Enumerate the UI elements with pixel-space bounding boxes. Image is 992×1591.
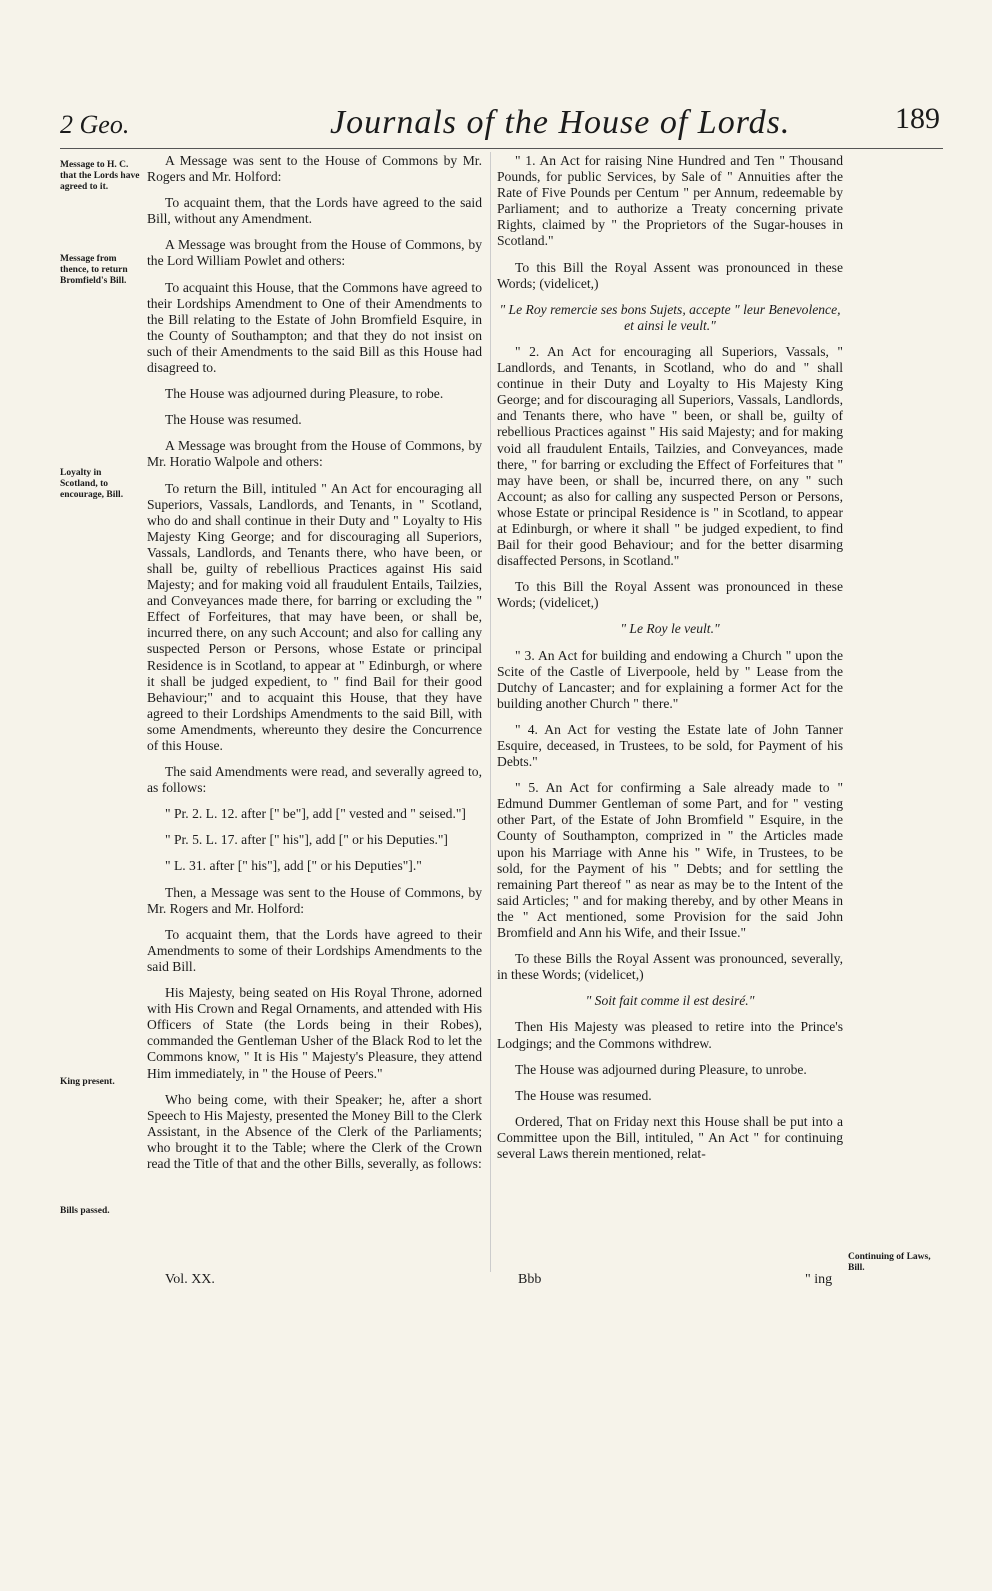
paragraph: A Message was brought from the House of Commons, by Mr. Horatio Walpole and others: [147,438,482,470]
margin-note: King present. [60,1077,115,1087]
right-column [497,153,843,1172]
catchword: " ing [805,1272,833,1287]
act-title: " 2. An Act for encouraging all Superiors, Vassals, " Landlords, and Tenants, in Scotland, who do and " shall continue in their Duty and Loyalty to His Majesty King George; and for discouraging all Superiors, Vassals, Landlords, and Tenants there, who have " been, or shall be, guilty of rebellious Practices against " His said Majesty; and for making void all fraudulent Entails, Tailzies, and Conveyances, made there, " for barring or excluding the Effect of Forfeitures that " may have been, or shall be, incurred there, on any " such Account; as also for calling any suspected Person or Persons, whose Estate or principal Residence is " in Scotland, to appear at Edinburgh, or where it shall " be judged expedient, to find Bail for their good Behaviour; and for the better disarming disaffected Persons, in Scotland." [497,343,843,569]
margin-note: Message to H. C. that the Lords have agreed to it. [60,160,140,192]
paragraph: The House was resumed. [515,1087,652,1103]
paragraph: The said Amendments were read, and severally agreed to, as follows: [147,764,482,796]
left-column [147,153,482,1182]
paragraph: A Message was brought from the House of Commons, by the Lord William Powlet and others: [147,237,482,269]
paragraph: To these Bills the Royal Assent was pronounced, severally, in these Words; (videlicet,) [497,951,843,983]
margin-note: Continuing of Laws, Bill. [848,1252,931,1273]
margin-note: Bills passed. [60,1206,110,1216]
volume-label: Vol. XX. [165,1272,215,1287]
paragraph: The House was adjourned during Pleasure, to unrobe. [515,1061,807,1077]
paragraph: The House was adjourned during Pleasure, to robe. [165,386,444,402]
act-title: " 1. An Act for raising Nine Hundred and Ten " Thousand Pounds, for public Services, by Sale of " Annuities after the Rate of Five Pounds per Centum " per Annum, redeemable by Parliament; and to authorize a Treaty concerning private Rights, claimed by " the Proprietors of the Sugar-houses in Scotland." [497,153,843,249]
royal-assent-formula: " Le Roy remercie ses bons Sujets, accepte " leur Benevolence, et ainsi le veult." [499,301,841,333]
paragraph: To acquaint them, that the Lords have agreed to their Amendments to some of their Lordships Amendments to the said Bill. [147,926,482,974]
paragraph: A Message was sent to the House of Commons by Mr. Rogers and Mr. Holford: [147,153,482,185]
amendment: " L. 31. after [" his"], add [" or his Deputies"]." [165,858,422,874]
order-paragraph: Ordered, That on Friday next this House shall be put into a Committee upon the Bill, intituled, " An Act " for continuing several Laws therein mentioned, relat- [497,1113,843,1161]
column-divider [490,152,491,1272]
journal-title: Journals of the House of Lords. [330,104,791,141]
amendment: " Pr. 2. L. 12. after [" be"], add [" vested and " seised."] [165,806,466,822]
margin-note: Message from thence, to return Bromfield's Bill. [60,254,128,286]
paragraph: To this Bill the Royal Assent was pronounced in these Words; (videlicet,) [497,579,843,611]
page-number: 189 [895,102,940,135]
paragraph: Then, a Message was sent to the House of Commons, by Mr. Rogers and Mr. Holford: [147,884,482,916]
paragraph: Then His Majesty was pleased to retire into the Prince's Lodgings; and the Commons withdrew. [497,1019,843,1051]
act-title: " 5. An Act for confirming a Sale already made to " Edmund Dummer Gentleman of some Part, and for " vesting other Part, of the Estate of John Bromfield " Esquire, in the County of Southampton, comprized in " the Articles made upon his Marriage with Anne his " Wife, in Trustees, to be sold, for the Payment of his " Debts; and for settling the remaining Part thereof " as near as may be to the Intent of the said Articles; " and for making thereby, and by other Means in the " Act mentioned, some Provision for the said John Bromfield and Ann his Wife, and their Issue." [497,780,843,941]
paragraph: To acquaint them, that the Lords have agreed to the said Bill, without any Amendment. [147,195,482,227]
header-rule [60,148,943,149]
paragraph: His Majesty, being seated on His Royal Throne, adorned with His Crown and Regal Ornaments, and attended with His Officers of State (the Lords being in their Robes), commanded the Gentleman Usher of the Black Rod to let the Commons know, " It is His " Majesty's Pleasure, they attend Him immediately, in " the House of Peers." [147,985,482,1081]
paragraph: To acquaint this House, that the Commons have agreed to their Lordships Amendment to One of their Amendments to the Bill relating to the Estate of John Bromfield Esquire, in the County of Southampton; and that they do not insist on such of their Amendments to the said Bill as this House had disagreed to. [147,279,482,376]
act-title: " 4. An Act for vesting the Estate late of John Tanner Esquire, deceased, in Trustees, to be sold, for Payment of his Debts." [497,721,843,770]
paragraph: The House was resumed. [165,412,302,428]
act-title: " 3. An Act for building and endowing a Church " upon the Scite of the Castle of Liverpoole, held by " Lease from the Dutchy of Lancaster; and for explaining a former Act for the building another Church " there." [497,647,843,711]
paragraph: Who being come, with their Speaker; he, after a short Speech to His Majesty, presented the Money Bill to the Clerk Assistant, in the Absence of the Clerk of the Parliaments; who brought it to the Table; where the Clerk of the Crown read the Title of that and the other Bills, severally, as follows: [147,1091,482,1171]
signature-mark: Bbb [518,1272,542,1287]
regnal-year: 2 Geo. [60,110,130,139]
margin-note: Loyalty in Scotland, to encourage, Bill. [60,468,124,500]
royal-assent-formula: " Le Roy le veult." [620,621,720,637]
paragraph: To return the Bill, intituled " An Act for encouraging all Superiors, Vassals, Landlords, and Tenants, in " Scotland, who do and shall continue in their Duty and " Loyalty to His Majesty King George; and for discouraging all Superiors, Vassals, Landlords, and Tenants there, who have been, or shall be, guilty of rebellious Practices against His said Majesty; and for making void all fraudulent Entails, Tailzies, and Conveyances made there, for barring or excluding the " Effect of Forfeitures, that may have been, or shall be, incurred there, on any such Account; and also for calling any suspected Person or Persons, whose Estate or principal Residence is in Scotland, to appear at " Edinburgh, or where it shall be judged expedient, to " find Bail for their good Behaviour;" and to acquaint this House, that they have agreed to their Lordships Amendments to the said Bill, with some Amendments, whereunto they desire the Concurrence of this House. [147,480,482,753]
royal-assent-formula: " Soit fait comme il est desiré." [585,993,755,1009]
paragraph: To this Bill the Royal Assent was pronounced in these Words; (videlicet,) [497,259,843,291]
amendment: " Pr. 5. L. 17. after [" his"], add [" or his Deputies."] [165,832,448,848]
running-header [60,100,940,150]
